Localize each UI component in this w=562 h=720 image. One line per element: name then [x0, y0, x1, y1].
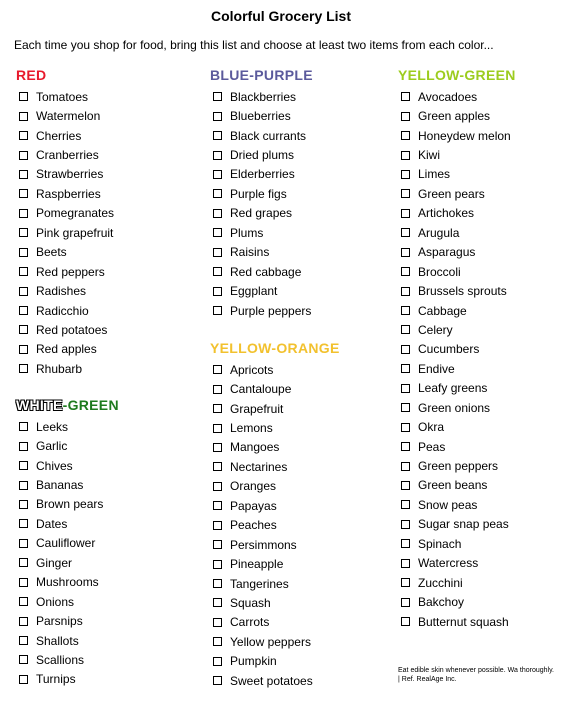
- list-item[interactable]: [398, 87, 516, 106]
- item-label: Green pears: [418, 186, 485, 201]
- checkbox[interactable]: [401, 598, 410, 607]
- item-label: Squash: [230, 595, 271, 610]
- list-item[interactable]: [398, 417, 516, 436]
- checkbox[interactable]: [19, 345, 28, 354]
- list-item[interactable]: [398, 281, 516, 300]
- item-label: Endive: [418, 361, 455, 376]
- item-label: Asparagus: [418, 245, 476, 260]
- item-label: Red apples: [36, 342, 97, 357]
- section-heading-white-green: [16, 396, 119, 415]
- checkbox[interactable]: [19, 170, 28, 179]
- list-item[interactable]: [210, 671, 340, 690]
- section-yellow-orange: [210, 339, 340, 690]
- checkbox[interactable]: [213, 424, 222, 433]
- list-item[interactable]: [398, 106, 516, 125]
- item-label: Papayas: [230, 498, 277, 513]
- item-label: Sweet potatoes: [230, 673, 313, 688]
- item-label: Dates: [36, 516, 68, 531]
- list-item[interactable]: [398, 592, 516, 611]
- item-label: Celery: [418, 322, 453, 337]
- list-item[interactable]: [16, 340, 114, 359]
- checkbox[interactable]: [19, 131, 28, 140]
- item-label: Blueberries: [230, 109, 291, 124]
- list-item[interactable]: [398, 515, 516, 534]
- item-label: Radishes: [36, 284, 87, 299]
- list-item[interactable]: [398, 223, 516, 242]
- item-label: Lemons: [230, 421, 273, 436]
- heading-white-part: WHITE: [16, 397, 63, 413]
- list-item[interactable]: [398, 437, 516, 456]
- list-item[interactable]: [398, 476, 516, 495]
- list-item[interactable]: [16, 417, 119, 436]
- item-label: Leafy greens: [418, 381, 488, 396]
- checkbox[interactable]: [19, 442, 28, 451]
- section-white-green: [16, 396, 119, 689]
- checkbox[interactable]: [401, 267, 410, 276]
- item-label: Strawberries: [36, 167, 104, 182]
- item-label: Red cabbage: [230, 264, 302, 279]
- item-label: Arugula: [418, 225, 460, 240]
- item-label: Rhubarb: [36, 361, 83, 376]
- checkbox[interactable]: [213, 189, 222, 198]
- list-item[interactable]: [398, 456, 516, 475]
- item-label: Watercress: [418, 556, 479, 571]
- checkbox[interactable]: [19, 248, 28, 257]
- checkbox[interactable]: [19, 655, 28, 664]
- list-item[interactable]: [398, 554, 516, 573]
- item-label: Radicchio: [36, 303, 89, 318]
- list-item[interactable]: [16, 631, 119, 650]
- list-item[interactable]: [16, 495, 119, 514]
- item-label: Green beans: [418, 478, 488, 493]
- checkbox[interactable]: [401, 384, 410, 393]
- list-item[interactable]: [16, 281, 114, 300]
- heading-green-part: -GREEN: [62, 397, 119, 413]
- checkbox[interactable]: [213, 443, 222, 452]
- checkbox[interactable]: [401, 92, 410, 101]
- checkbox[interactable]: [213, 209, 222, 218]
- item-label: Mangoes: [230, 440, 280, 455]
- item-label: Watermelon: [36, 109, 101, 124]
- item-label: Cranberries: [36, 148, 99, 163]
- checkbox[interactable]: [401, 559, 410, 568]
- list-item[interactable]: [398, 612, 516, 631]
- list-item[interactable]: [210, 632, 340, 651]
- list-item[interactable]: [398, 262, 516, 281]
- list-item[interactable]: [16, 359, 114, 378]
- list-item[interactable]: [16, 223, 114, 242]
- checkbox[interactable]: [19, 578, 28, 587]
- checkbox[interactable]: [401, 170, 410, 179]
- list-item[interactable]: [210, 262, 313, 281]
- checkbox[interactable]: [19, 209, 28, 218]
- list-item[interactable]: [210, 145, 313, 164]
- checkbox[interactable]: [213, 462, 222, 471]
- item-label: Scallions: [36, 652, 85, 667]
- checkbox[interactable]: [19, 287, 28, 296]
- item-label: Brown pears: [36, 497, 104, 512]
- checkbox[interactable]: [213, 131, 222, 140]
- item-label: Plums: [230, 225, 264, 240]
- checkbox[interactable]: [213, 248, 222, 257]
- item-label: Limes: [418, 167, 451, 182]
- item-label: Raisins: [230, 245, 270, 260]
- checkbox[interactable]: [401, 306, 410, 315]
- checkbox[interactable]: [401, 462, 410, 471]
- checkbox[interactable]: [213, 501, 222, 510]
- item-label: Beets: [36, 245, 67, 260]
- checkbox[interactable]: [213, 521, 222, 530]
- list-item[interactable]: [398, 126, 516, 145]
- checkbox[interactable]: [213, 365, 222, 374]
- checkbox[interactable]: [19, 267, 28, 276]
- checkbox[interactable]: [213, 92, 222, 101]
- list-item[interactable]: [210, 554, 340, 573]
- checkbox[interactable]: [19, 481, 28, 490]
- list-item[interactable]: [398, 320, 516, 339]
- checkbox[interactable]: [213, 287, 222, 296]
- list-item[interactable]: [210, 106, 313, 125]
- checkbox[interactable]: [19, 364, 28, 373]
- item-label: Tangerines: [230, 576, 289, 591]
- item-label: Grapefruit: [230, 401, 284, 416]
- list-item[interactable]: [398, 204, 516, 223]
- item-label: Pomegranates: [36, 206, 115, 221]
- item-label: Cauliflower: [36, 536, 96, 551]
- item-label: Cantaloupe: [230, 382, 292, 397]
- checkbox[interactable]: [213, 482, 222, 491]
- item-list-red: [16, 87, 114, 379]
- checkbox[interactable]: [19, 597, 28, 606]
- item-label: Onions: [36, 594, 75, 609]
- checkbox[interactable]: [19, 228, 28, 237]
- checkbox[interactable]: [213, 228, 222, 237]
- item-label: Bakchoy: [418, 595, 465, 610]
- list-item[interactable]: [210, 399, 340, 418]
- list-item[interactable]: [16, 611, 119, 630]
- list-item[interactable]: [210, 184, 313, 203]
- list-item[interactable]: [16, 456, 119, 475]
- intro-text: Each time you shop for food, bring this list and choose at least two items from each color...: [14, 38, 494, 52]
- list-item[interactable]: [398, 534, 516, 553]
- list-item[interactable]: [16, 165, 114, 184]
- list-item[interactable]: [16, 553, 119, 572]
- checkbox[interactable]: [213, 170, 222, 179]
- item-label: Cherries: [36, 128, 82, 143]
- list-item[interactable]: [16, 670, 119, 689]
- checkbox[interactable]: [19, 461, 28, 470]
- list-item[interactable]: [16, 243, 114, 262]
- checkbox[interactable]: [213, 676, 222, 685]
- list-item[interactable]: [210, 593, 340, 612]
- list-item[interactable]: [210, 243, 313, 262]
- list-item[interactable]: [210, 360, 340, 379]
- list-item[interactable]: [398, 301, 516, 320]
- checkbox[interactable]: [401, 520, 410, 529]
- item-label: Peas: [418, 439, 446, 454]
- list-item[interactable]: [16, 534, 119, 553]
- item-list-white-green: [16, 417, 119, 689]
- checkbox[interactable]: [401, 500, 410, 509]
- item-label: Black currants: [230, 128, 307, 143]
- checkbox[interactable]: [401, 228, 410, 237]
- item-label: Green peppers: [418, 459, 499, 474]
- list-item[interactable]: [16, 106, 114, 125]
- list-item[interactable]: [16, 436, 119, 455]
- checkbox[interactable]: [401, 423, 410, 432]
- item-label: Apricots: [230, 362, 274, 377]
- item-label: Bananas: [36, 478, 84, 493]
- list-item[interactable]: [16, 87, 114, 106]
- item-label: Zucchini: [418, 575, 463, 590]
- checkbox[interactable]: [19, 500, 28, 509]
- list-item[interactable]: [16, 514, 119, 533]
- item-label: Pineapple: [230, 557, 284, 572]
- list-item[interactable]: [210, 496, 340, 515]
- section-heading-blue-purple: BLUE-PURPLE: [210, 67, 313, 83]
- item-list-yellow-orange: [210, 360, 340, 690]
- checkbox[interactable]: [19, 617, 28, 626]
- list-item[interactable]: [398, 165, 516, 184]
- list-item[interactable]: [398, 398, 516, 417]
- item-label: Raspberries: [36, 186, 101, 201]
- list-item[interactable]: [16, 301, 114, 320]
- item-label: Eggplant: [230, 284, 278, 299]
- item-label: Tomatoes: [36, 89, 89, 104]
- item-label: Cabbage: [418, 303, 467, 318]
- checkbox[interactable]: [213, 267, 222, 276]
- item-label: Red peppers: [36, 264, 105, 279]
- checkbox[interactable]: [19, 422, 28, 431]
- item-label: Oranges: [230, 479, 277, 494]
- list-item[interactable]: [210, 204, 313, 223]
- checkbox[interactable]: [401, 287, 410, 296]
- item-label: Red potatoes: [36, 322, 108, 337]
- item-label: Garlic: [36, 439, 68, 454]
- item-list-yellow-green: [398, 87, 516, 631]
- checkbox[interactable]: [401, 442, 410, 451]
- item-label: Green onions: [418, 400, 491, 415]
- list-item[interactable]: [210, 418, 340, 437]
- checkbox[interactable]: [213, 657, 222, 666]
- checkbox[interactable]: [401, 131, 410, 140]
- section-red: [16, 66, 114, 379]
- list-item[interactable]: [210, 457, 340, 476]
- section-heading-yellow-green: YELLOW-GREEN: [398, 67, 516, 83]
- checkbox[interactable]: [213, 112, 222, 121]
- item-label: Brussels sprouts: [418, 284, 507, 299]
- list-item[interactable]: [16, 475, 119, 494]
- checkbox[interactable]: [401, 151, 410, 160]
- item-label: Blackberries: [230, 89, 297, 104]
- checkbox[interactable]: [401, 578, 410, 587]
- list-item[interactable]: [16, 320, 114, 339]
- item-label: Peaches: [230, 518, 277, 533]
- list-item[interactable]: [210, 165, 313, 184]
- list-item[interactable]: [16, 126, 114, 145]
- list-item[interactable]: [210, 281, 313, 300]
- list-item[interactable]: [210, 535, 340, 554]
- list-item[interactable]: [210, 613, 340, 632]
- item-label: Dried plums: [230, 148, 295, 163]
- item-label: Red grapes: [230, 206, 293, 221]
- list-item[interactable]: [16, 650, 119, 669]
- checkbox[interactable]: [401, 209, 410, 218]
- item-label: Okra: [418, 420, 445, 435]
- list-item[interactable]: [16, 573, 119, 592]
- item-label: Nectarines: [230, 459, 288, 474]
- list-item[interactable]: [398, 243, 516, 262]
- checkbox[interactable]: [19, 558, 28, 567]
- checkbox[interactable]: [213, 560, 222, 569]
- list-item[interactable]: [210, 438, 340, 457]
- item-label: Elderberries: [230, 167, 295, 182]
- item-label: Parsnips: [36, 614, 83, 629]
- item-label: Sugar snap peas: [418, 517, 509, 532]
- checkbox[interactable]: [401, 539, 410, 548]
- footnote: Eat edible skin whenever possible. Wa thoroughly. | Ref. RealAge Inc.: [398, 667, 554, 683]
- item-label: Shallots: [36, 633, 79, 648]
- checkbox[interactable]: [213, 579, 222, 588]
- item-label: Yellow peppers: [230, 634, 311, 649]
- checkbox[interactable]: [213, 540, 222, 549]
- checkbox[interactable]: [213, 306, 222, 315]
- section-heading-yellow-orange: YELLOW-ORANGE: [210, 340, 340, 356]
- list-item[interactable]: [16, 145, 114, 164]
- checkbox[interactable]: [213, 151, 222, 160]
- checkbox[interactable]: [19, 636, 28, 645]
- item-label: Purple peppers: [230, 303, 312, 318]
- checkbox[interactable]: [19, 306, 28, 315]
- list-item[interactable]: [398, 359, 516, 378]
- item-label: Cucumbers: [418, 342, 480, 357]
- item-label: Persimmons: [230, 537, 297, 552]
- item-label: Ginger: [36, 555, 73, 570]
- checkbox[interactable]: [19, 539, 28, 548]
- item-label: Chives: [36, 458, 73, 473]
- section-yellow-green: [398, 66, 516, 631]
- page-title: Colorful Grocery List: [210, 8, 352, 24]
- list-item[interactable]: [210, 652, 340, 671]
- checkbox[interactable]: [213, 637, 222, 646]
- item-label: Carrots: [230, 615, 270, 630]
- checkbox[interactable]: [401, 617, 410, 626]
- list-item[interactable]: [398, 145, 516, 164]
- list-item[interactable]: [210, 574, 340, 593]
- item-label: Butternut squash: [418, 614, 509, 629]
- checkbox[interactable]: [19, 519, 28, 528]
- checkbox[interactable]: [401, 403, 410, 412]
- list-item[interactable]: [210, 477, 340, 496]
- checkbox[interactable]: [19, 112, 28, 121]
- list-item[interactable]: [210, 87, 313, 106]
- item-list-blue-purple: [210, 87, 313, 320]
- list-item[interactable]: [210, 301, 313, 320]
- list-item[interactable]: [16, 204, 114, 223]
- list-item[interactable]: [398, 573, 516, 592]
- checkbox[interactable]: [213, 404, 222, 413]
- checkbox[interactable]: [401, 364, 410, 373]
- item-label: Broccoli: [418, 264, 461, 279]
- item-label: Honeydew melon: [418, 128, 511, 143]
- checkbox[interactable]: [401, 248, 410, 257]
- checkbox[interactable]: [19, 189, 28, 198]
- list-item[interactable]: [210, 379, 340, 398]
- list-item[interactable]: [16, 184, 114, 203]
- section-heading-red: RED: [16, 67, 47, 83]
- item-label: Kiwi: [418, 148, 441, 163]
- item-label: Pumpkin: [230, 654, 277, 669]
- list-item[interactable]: [210, 516, 340, 535]
- list-item[interactable]: [398, 340, 516, 359]
- item-label: Avocadoes: [418, 89, 478, 104]
- checkbox[interactable]: [213, 618, 222, 627]
- list-item[interactable]: [398, 379, 516, 398]
- checkbox[interactable]: [19, 151, 28, 160]
- checkbox[interactable]: [401, 481, 410, 490]
- checkbox[interactable]: [401, 345, 410, 354]
- checkbox[interactable]: [213, 598, 222, 607]
- checkbox[interactable]: [401, 189, 410, 198]
- item-label: Purple figs: [230, 186, 287, 201]
- checkbox[interactable]: [401, 112, 410, 121]
- item-label: Mushrooms: [36, 575, 99, 590]
- list-item[interactable]: [16, 262, 114, 281]
- list-item[interactable]: [210, 223, 313, 242]
- item-label: Leeks: [36, 419, 69, 434]
- list-item[interactable]: [16, 592, 119, 611]
- item-label: Green apples: [418, 109, 491, 124]
- item-label: Artichokes: [418, 206, 475, 221]
- item-label: Spinach: [418, 536, 462, 551]
- item-label: Pink grapefruit: [36, 225, 114, 240]
- checkbox[interactable]: [401, 325, 410, 334]
- checkbox[interactable]: [19, 92, 28, 101]
- checkbox[interactable]: [19, 325, 28, 334]
- list-item[interactable]: [398, 495, 516, 514]
- section-blue-purple: [210, 66, 313, 320]
- checkbox[interactable]: [19, 675, 28, 684]
- item-label: Turnips: [36, 672, 76, 687]
- checkbox[interactable]: [213, 385, 222, 394]
- list-item[interactable]: [398, 184, 516, 203]
- item-label: Snow peas: [418, 497, 478, 512]
- list-item[interactable]: [210, 126, 313, 145]
